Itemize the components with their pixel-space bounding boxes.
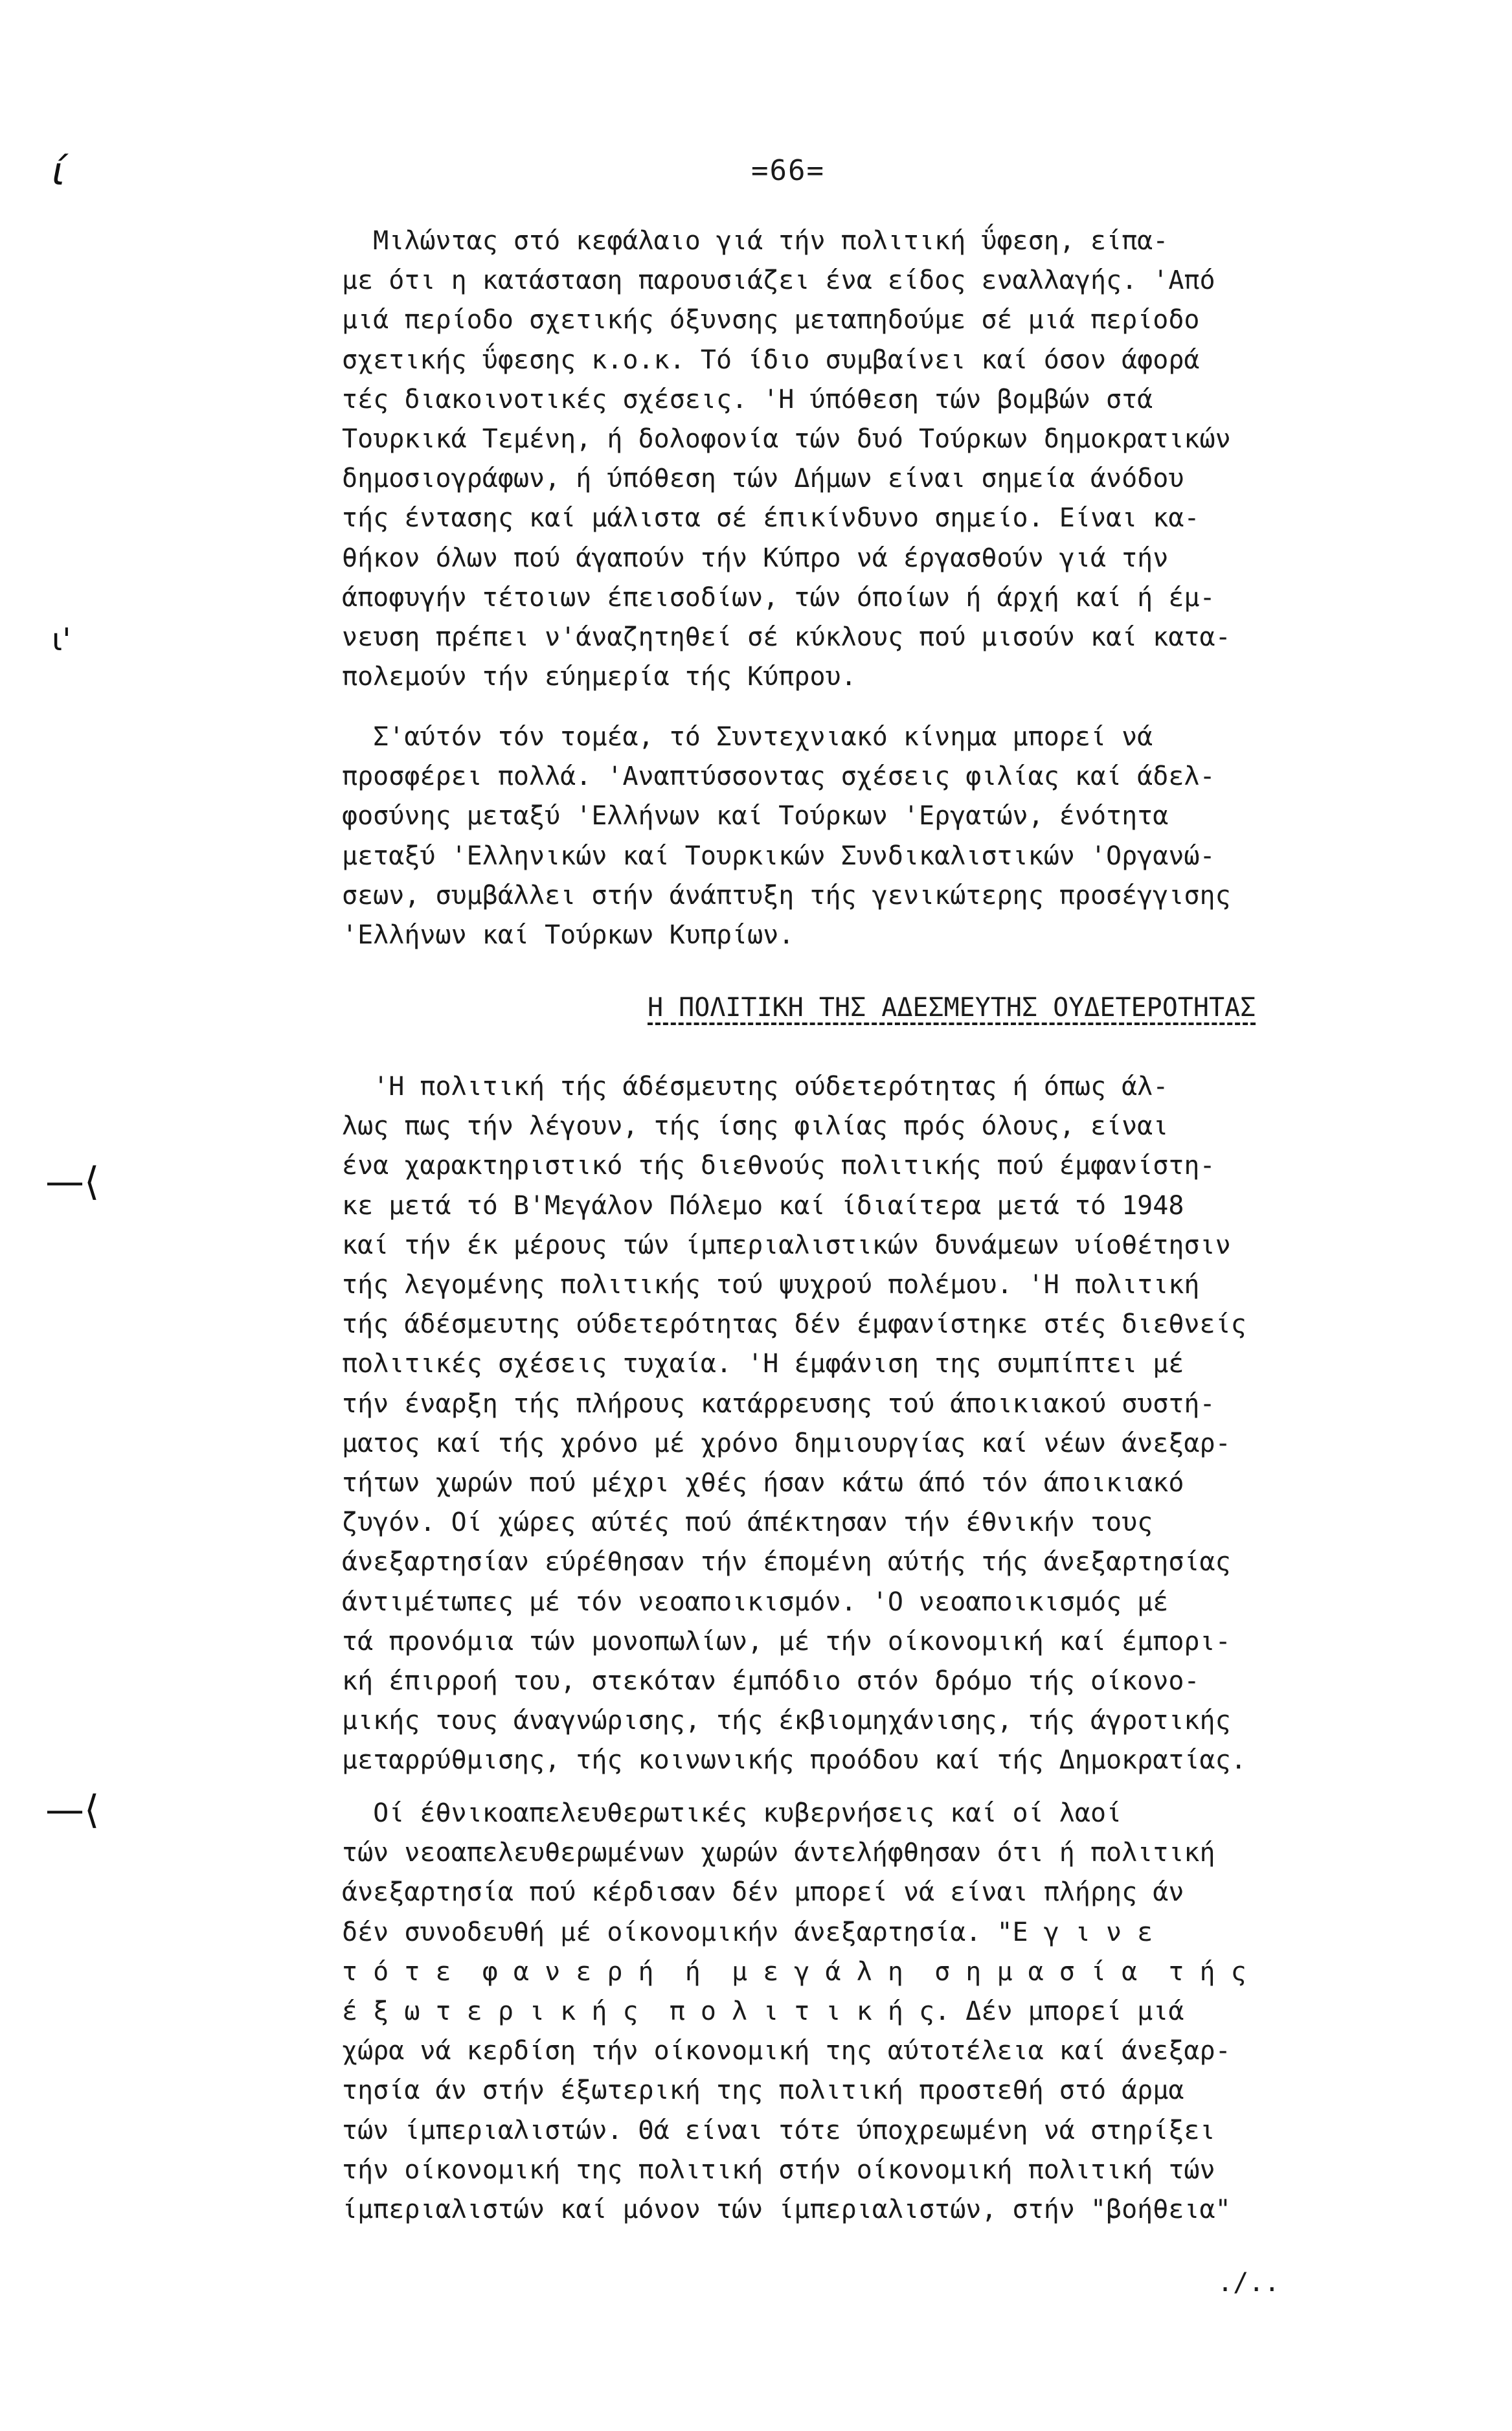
paragraph: Σ'αύτόν τόν τομέα, τό Συντεχνιακό κίνημα μπορεί νά προσφέρει πολλά. 'Αναπτύσσοντας σχέσεις φιλίας καί άδελ- φοσύνης μεταξύ 'Ελλήνων καί Τούρκων 'Εργατών, ένότητα μεταξύ 'Ελληνικών καί Τουρκικών Συνδικαλιστικών 'Οργανώ- σεων, συμβάλλει στήν άνάπτυξη τής γενικώτερης προσέγγισης 'Ελλήνων καί Τούρκων Κυπρίων. <box>342 722 1231 951</box>
paragraph: Μιλώντας στό κεφάλαιο γιά τήν πολιτική ΰφεση, είπα- με ότι η κατάσταση παρουσιάζει ένα είδος εναλλαγής. 'Από μιά περίοδο σχετικής όξυνσης μεταπηδούμε σέ μιά περίοδο σχετικής ΰφεσης κ.ο.κ. Τό ίδιο συμβαίνει καί όσον άφορά τές διακοινοτικές σχέσεις. 'Η ύπόθεση τών βομβών στά Τουρκικά Τεμένη, ή δολοφονία τών δυό Τούρκων δημοκρατικών δημοσιογράφων, ή ύπόθεση τών Δήμων είναι σημεία άνόδου τής έντασης καί μάλιστα σέ έπικίνδυνο σημείο. Είναι κα- θήκον όλων πού άγαπούν τήν Κύπρο νά έργασθούν γιά τήν άποφυγήν τέτοιων έπεισοδίων, τών όποίων ή άρχή καί ή έμ- νευση πρέπει ν'άναζητηθεί σέ κύκλους πού μισούν καί κατα- πολεμούν τήν εύημερία τής Κύπρου. <box>342 226 1231 692</box>
margin-mark: —⟨ <box>45 1787 100 1833</box>
paragraph: Οί έθνικοαπελευθερωτικές κυβερνήσεις καί οί λαοί τών νεοαπελευθερωμένων χωρών άντελήφθησαν ότι ή πολιτική άνεξαρτησία πού κέρδισαν δέν μπορεί νά είναι πλήρης άν δέν συνοδευθή μέ οίκονομικήν άνεξαρτησία. "Ε γ ι ν ε τ ό τ ε φ α ν ε ρ ή ή μ ε γ ά λ η σ η μ α σ ί α τ ή ς έ ξ ω τ ε ρ ι κ ή ς π ο λ ι τ ι κ ή ς. Δέν μπορεί μιά χώρα νά κερδίση τήν οίκονομική της αύτοτέλεια καί άνεξαρ- τησία άν στήν έξωτερική της πολιτική προστεθή στό άρμα τών ίμπεριαλιστών. Θά είναι τότε ύποχρεωμένη νά στηρίξει τήν οίκονομική της πολιτική στήν οίκονομική πολιτική τών ίμπεριαλιστών καί μόνον τών ίμπεριαλιστών, στήν "βοήθεια" <box>342 1798 1247 2225</box>
continuation-mark: ./.. <box>1217 2268 1280 2298</box>
section-heading: Η ΠΟΛΙΤΙΚΗ ΤΗΣ ΑΔΕΣΜΕΥΤΗΣ ΟΥΔΕΤΕΡΟΤΗΤΑΣ <box>648 993 1256 1023</box>
margin-mark: —⟨ <box>45 1159 100 1204</box>
margin-mark: ι' <box>52 622 71 658</box>
paragraph: 'Η πολιτική τής άδέσμευτης ούδετερότητας ή όπως άλ- λως πως τήν λέγουν, τής ίσης φιλίας πρός όλους, είναι ένα χαρακτηριστικό τής διεθνούς πολιτικής πού έμφανίστη- κε μετά τό Β'Μεγάλον Πόλεμο καί ίδιαίτερα μετά τό 1948 καί τήν έκ μέρους τών ίμπεριαλιστικών δυνάμεων υίοθέτησιν τής λεγομένης πολιτικής τού ψυχρού πολέμου. 'Η πολιτική τής άδέσμευτης ούδετερότητας δέν έμφανίστηκε στές διεθνείς πολιτικές σχέσεις τυχαία. 'Η έμφάνιση της συμπίπτει μέ τήν έναρξη τής πλήρους κατάρρευσης τού άποικιακού συστή- ματος καί τής χρόνο μέ χρόνο δημιουργίας καί νέων άνεξαρ- τήτων χωρών πού μέχρι χθές ήσαν κάτω άπό τόν άποικιακό ζυγόν. Οί χώρες αύτές πού άπέκτησαν τήν έθνικήν τους άνεξαρτησίαν εύρέθησαν τήν έπομένη αύτής τής άνεξαρτησίας άντιμέτωπες μέ τόν νεοαποικισμόν. 'Ο νεοαποικισμός μέ τά προνόμια τών μονοπωλίων, μέ τήν οίκονομική καί έμπορι- κή έπιρροή του, στεκόταν έμπόδιο στόν δρόμο τής οίκονο- μικής τους άναγνώρισης, τής έκβιομηχάνισης, τής άγροτικής μεταρρύθμισης, τής κοινωνικής προόδου καί τής Δημοκρατίας. <box>342 1072 1247 1776</box>
margin-mark: ί <box>52 149 65 194</box>
page-number: =66= <box>751 154 825 187</box>
